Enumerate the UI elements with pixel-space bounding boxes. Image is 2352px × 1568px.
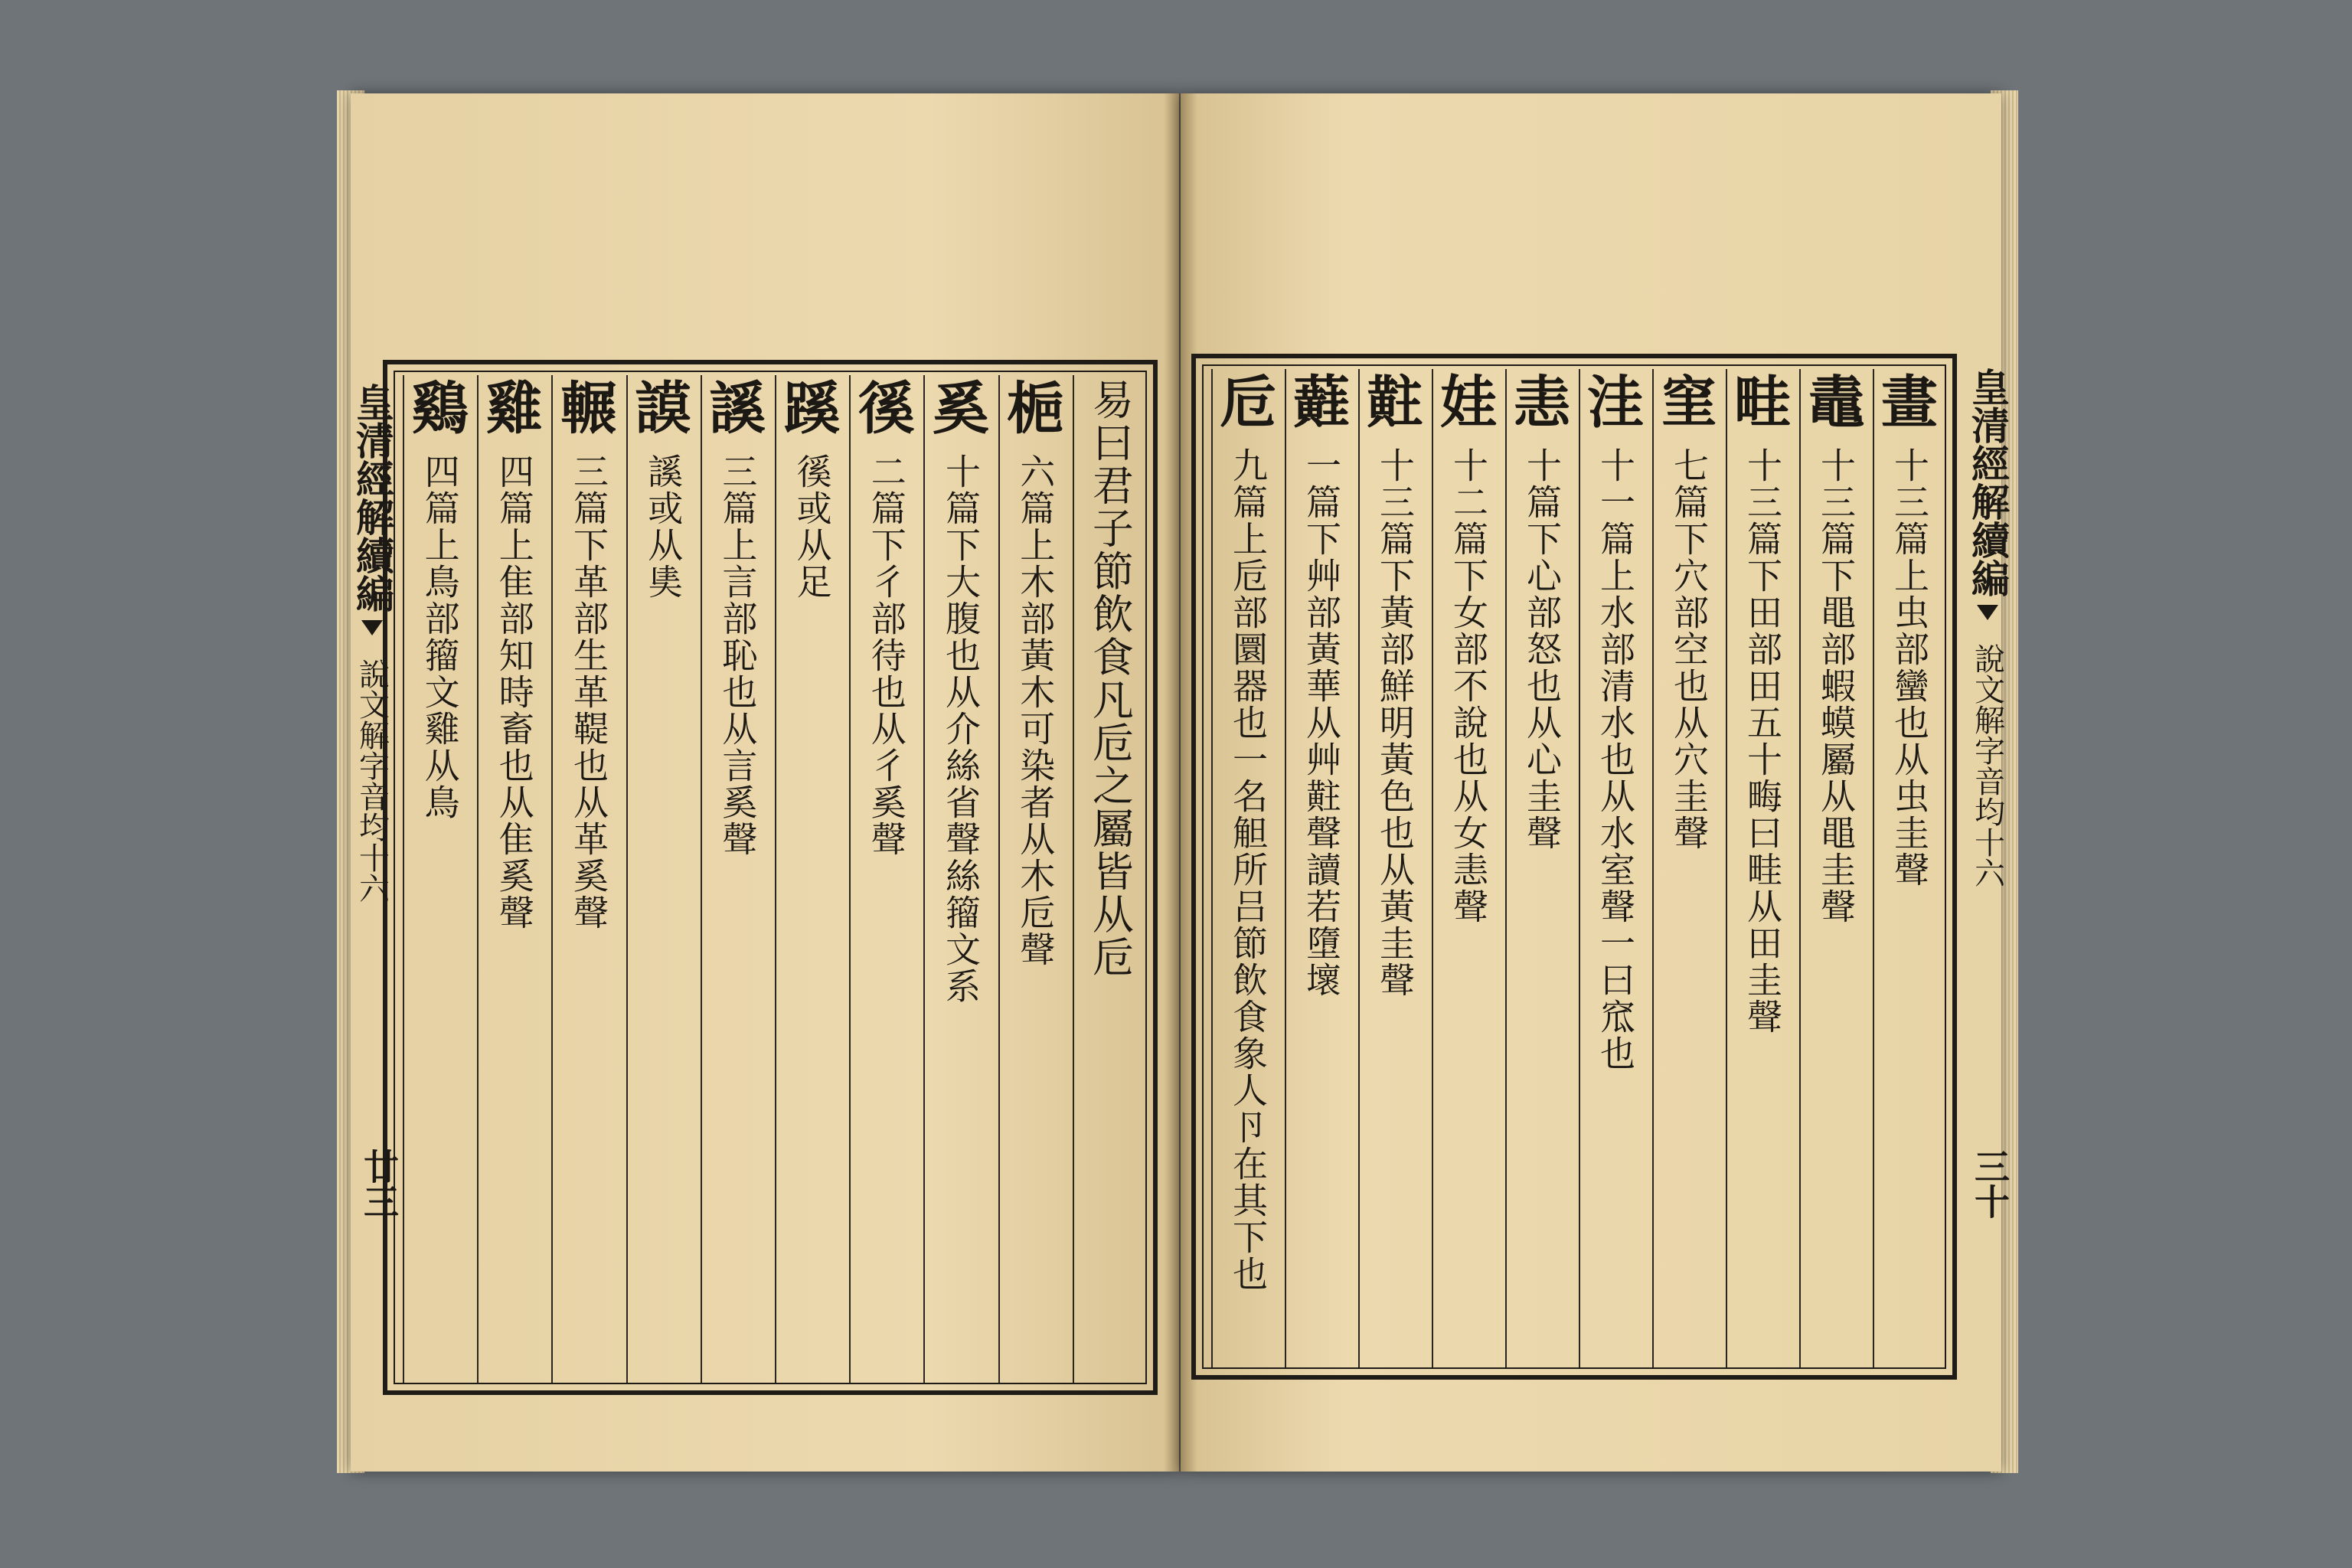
right-page-number: 三十 bbox=[1969, 1148, 2011, 1219]
dictionary-entry bbox=[852, 378, 920, 1381]
headword: 鼃 bbox=[1808, 370, 1864, 436]
headword: 徯 bbox=[858, 376, 915, 442]
column-rule bbox=[403, 375, 404, 1383]
headword: 奚 bbox=[932, 376, 989, 442]
headword: 謨 bbox=[635, 376, 692, 442]
headword: 畦 bbox=[1734, 370, 1791, 436]
dictionary-entry bbox=[926, 378, 995, 1381]
right-banxin-title: 皇清經解續編 bbox=[1965, 368, 2011, 597]
entry-gloss: 四篇上鳥部籀文雞从鳥 bbox=[419, 453, 461, 821]
column-rule bbox=[923, 375, 925, 1383]
column-rule bbox=[998, 375, 1000, 1383]
dictionary-entry bbox=[1729, 372, 1796, 1366]
column-rule bbox=[1873, 369, 1874, 1367]
text-column bbox=[1076, 378, 1144, 1381]
headword: 窐 bbox=[1661, 370, 1717, 436]
left-banxin bbox=[345, 383, 400, 1378]
headword: 謑 bbox=[709, 376, 766, 442]
dictionary-entry bbox=[704, 378, 772, 1381]
left-banxin-title: 皇清經解續編 bbox=[350, 383, 395, 612]
dictionary-entry bbox=[1802, 372, 1870, 1366]
entry-gloss: 十篇下大腹也从介絲省聲絲籀文系 bbox=[939, 453, 982, 1004]
headword: 輾 bbox=[560, 376, 617, 442]
dictionary-entry bbox=[554, 378, 622, 1381]
entry-gloss: 九篇上卮部圜器也一名觛所吕節飲食象人卪在其下也 bbox=[1227, 447, 1269, 1292]
column-rule bbox=[626, 375, 628, 1383]
entry-gloss: 十二篇下女部不說也从女恚聲 bbox=[1448, 447, 1489, 925]
entry-gloss: 十三篇下黽部蝦蟆屬从黽圭聲 bbox=[1815, 447, 1857, 925]
dictionary-entry bbox=[1508, 372, 1576, 1366]
entry-gloss: 謑或从奊 bbox=[642, 453, 684, 600]
column-rule bbox=[551, 375, 553, 1383]
dictionary-entry bbox=[1214, 372, 1282, 1366]
column-rule bbox=[1652, 369, 1654, 1367]
body-text: 易曰君子節飲食凡卮之屬皆从卮 bbox=[1086, 378, 1135, 978]
dictionary-entry bbox=[629, 378, 697, 1381]
dictionary-entry bbox=[1655, 372, 1723, 1366]
entry-gloss: 六篇上木部黃木可染者从木卮聲 bbox=[1014, 453, 1057, 968]
entry-gloss: 徯或从足 bbox=[791, 453, 833, 600]
headword: 恚 bbox=[1514, 370, 1570, 436]
entry-gloss: 二篇下彳部待也从彳奚聲 bbox=[865, 453, 907, 858]
headword: 鷄 bbox=[411, 376, 469, 442]
column-rule bbox=[1073, 375, 1074, 1383]
headword: 蹊 bbox=[783, 376, 841, 442]
entry-gloss: 四篇上隹部知時畜也从隹奚聲 bbox=[493, 453, 535, 931]
headword: 洼 bbox=[1587, 370, 1644, 436]
left-banxin-subtitle: 說文解字音均十六 bbox=[354, 658, 390, 903]
column-rule bbox=[1726, 369, 1727, 1367]
dictionary-entry bbox=[778, 378, 846, 1381]
column-rule bbox=[1285, 369, 1286, 1367]
headword: 畫 bbox=[1881, 370, 1938, 436]
entry-gloss: 一篇下艸部黃華从艸黈聲讀若墮壞 bbox=[1301, 447, 1342, 998]
dictionary-entry bbox=[1001, 378, 1070, 1381]
headword: 娃 bbox=[1440, 370, 1497, 436]
entry-gloss: 十三篇下黃部鮮明黃色也从黃圭聲 bbox=[1374, 447, 1416, 998]
entry-gloss: 十一篇上水部清水也从水室聲一曰窊也 bbox=[1595, 447, 1636, 1072]
column-rule bbox=[477, 375, 479, 1383]
right-banxin-subtitle: 說文解字音均十六 bbox=[1969, 643, 2005, 888]
dictionary-entry bbox=[406, 378, 474, 1381]
column-rule bbox=[1799, 369, 1801, 1367]
dictionary-entry bbox=[1288, 372, 1355, 1366]
headword: 卮 bbox=[1220, 370, 1276, 436]
column-rule bbox=[701, 375, 702, 1383]
dictionary-entry bbox=[1361, 372, 1429, 1366]
entry-gloss: 十三篇上虫部蠻也从虫圭聲 bbox=[1889, 447, 1930, 888]
right-print-frame bbox=[1191, 354, 1957, 1380]
column-rule bbox=[775, 375, 776, 1383]
fish-tail-icon bbox=[361, 620, 383, 635]
left-print-frame bbox=[383, 360, 1158, 1395]
dictionary-entry bbox=[480, 378, 548, 1381]
entry-gloss: 七篇下穴部空也从穴圭聲 bbox=[1668, 447, 1710, 851]
headword: 蘳 bbox=[1293, 370, 1350, 436]
fish-tail-icon bbox=[1977, 605, 1998, 620]
column-rule bbox=[1579, 369, 1580, 1367]
headword: 梔 bbox=[1007, 376, 1064, 442]
entry-gloss: 三篇下革部生革鞮也从革奚聲 bbox=[567, 453, 609, 931]
dictionary-entry bbox=[1876, 372, 1943, 1366]
column-rule bbox=[1211, 369, 1213, 1367]
dictionary-entry bbox=[1435, 372, 1502, 1366]
column-rule bbox=[849, 375, 851, 1383]
headword: 雞 bbox=[485, 376, 543, 442]
column-rule bbox=[1358, 369, 1360, 1367]
headword: 黈 bbox=[1367, 370, 1423, 436]
column-rule bbox=[1505, 369, 1507, 1367]
entry-gloss: 十三篇下田部田五十畮曰畦从田圭聲 bbox=[1742, 447, 1783, 1035]
column-rule bbox=[1432, 369, 1433, 1367]
entry-gloss: 三篇上言部恥也从言奚聲 bbox=[717, 453, 759, 858]
entry-gloss: 十篇下心部怒也从心圭聲 bbox=[1521, 447, 1563, 851]
dictionary-entry bbox=[1582, 372, 1649, 1366]
left-page-number: 廿三 bbox=[358, 1148, 400, 1219]
